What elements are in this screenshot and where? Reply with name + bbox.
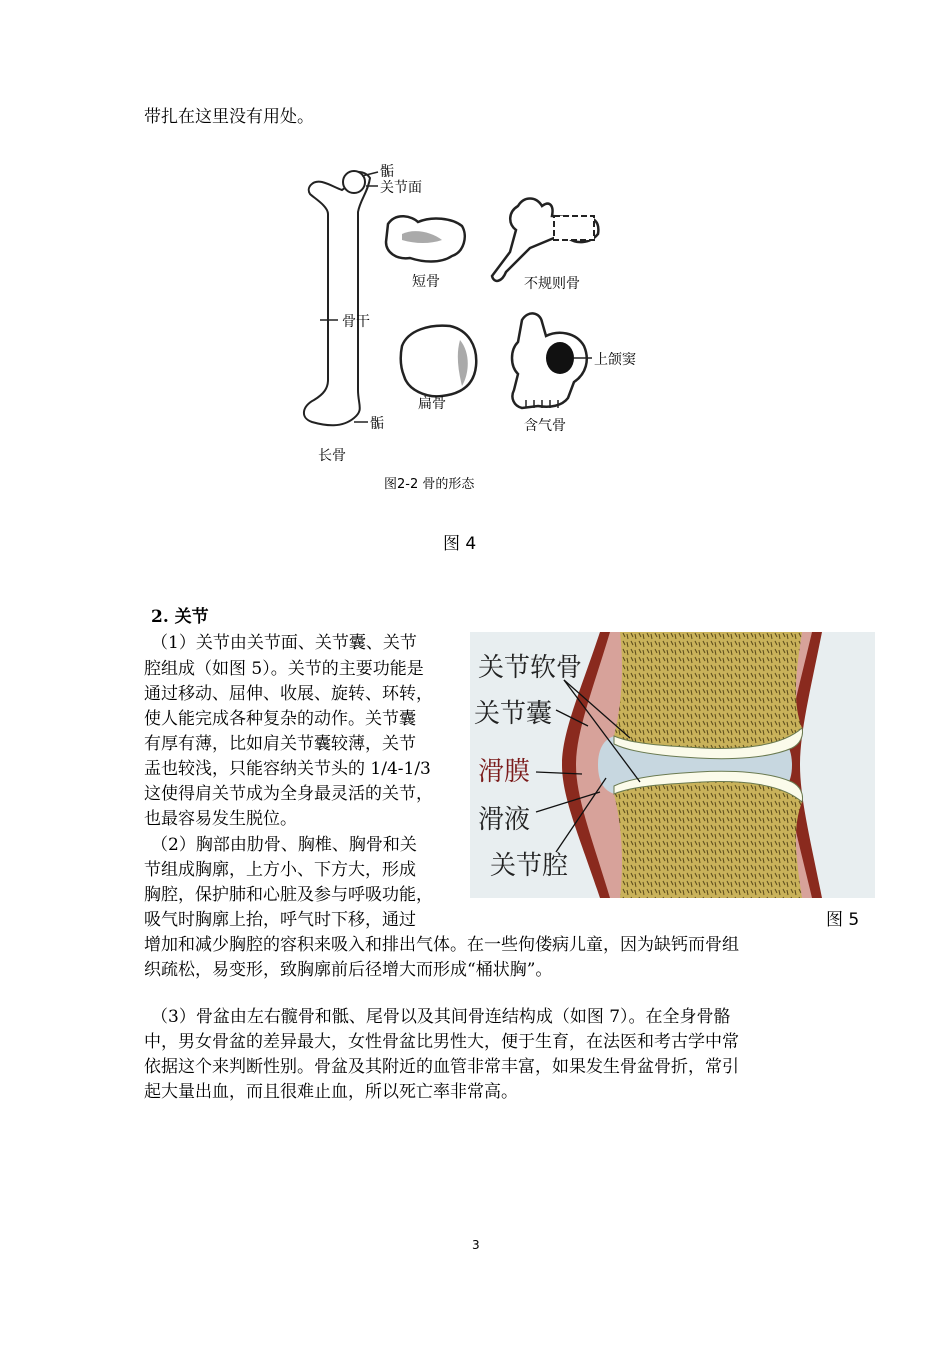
- label-short-bone: 短骨: [412, 274, 440, 290]
- paragraph-2-line: 织疏松，易变形，致胸廓前后径增大而形成“桶状胸”。: [144, 960, 553, 980]
- label-joint-capsule: 关节囊: [474, 699, 553, 729]
- paragraph-1-line: 使人能完成各种复杂的动作。关节囊: [144, 709, 416, 729]
- paragraph-2-line: （2）胸部由肋骨、胸椎、胸骨和关: [151, 835, 417, 855]
- long-bone-shape: [304, 172, 370, 425]
- label-diaphysis: 骨干: [342, 314, 370, 330]
- figure-5-joint-diagram: [470, 632, 875, 898]
- label-articular-cartilage: 关节软骨: [478, 653, 583, 683]
- figure-4-caption: 图 4: [443, 534, 477, 554]
- label-flat-bone: 扁骨: [418, 396, 446, 412]
- paragraph-2-line: 节组成胸廓，上方小、下方大，形成: [144, 860, 416, 880]
- paragraph-1-line: 也最容易发生脱位。: [144, 809, 297, 829]
- label-epiphysis-bottom: 骺: [370, 416, 384, 432]
- paragraph-2-line: 增加和减少胸腔的容积来吸入和排出气体。在一些佝偻病儿童，因为缺钙而骨组: [144, 935, 739, 955]
- label-synovium: 滑膜: [478, 757, 531, 787]
- label-irregular-bone: 不规则骨: [524, 276, 580, 292]
- femur-head: [343, 171, 365, 193]
- paragraph-1-line: 通过移动、屈伸、收展、旋转、环转，: [144, 684, 433, 704]
- label-joint-cavity: 关节腔: [490, 851, 569, 881]
- paragraph-3-line: 依据这个来判断性别。骨盆及其附近的血管非常丰富，如果发生骨盆骨折，常引: [144, 1057, 739, 1077]
- label-long-bone: 长骨: [318, 448, 346, 464]
- paragraph-2-line: 胸腔，保护肺和心脏及参与呼吸功能，: [144, 885, 433, 905]
- paragraph-1-line: （1）关节由关节面、关节囊、关节: [151, 633, 417, 653]
- paragraph-1-line: 腔组成（如图 5）。关节的主要功能是: [144, 659, 424, 679]
- page-number: 3: [472, 1238, 480, 1252]
- paragraph-3-line: 起大量出血，而且很难止血，所以死亡率非常高。: [144, 1082, 518, 1102]
- figure-5-caption: 图 5: [826, 910, 860, 930]
- section-heading: 2. 关节: [151, 607, 209, 627]
- paragraph-1-line: 这使得肩关节成为全身最灵活的关节，: [144, 784, 433, 804]
- paragraph-3-line: （3）骨盆由左右髋骨和骶、尾骨以及其间骨连结构成（如图 7）。在全身骨骼: [151, 1007, 731, 1027]
- label-synovial-fluid: 滑液: [478, 805, 531, 835]
- intro-line: 带扎在这里没有用处。: [144, 107, 314, 127]
- paragraph-1-line: 盂也较浅，只能容纳关节头的 1/4-1/3: [144, 759, 431, 779]
- figure-4-bone-shapes: [292, 160, 654, 500]
- label-epiphysis-top: 骺: [380, 164, 394, 180]
- paragraph-3-line: 中，男女骨盆的差异最大，女性骨盆比男性大，便于生育，在法医和考古学中常: [144, 1032, 739, 1052]
- paragraph-2-line: 吸气时胸廓上抬，呼气时下移，通过: [144, 910, 416, 930]
- label-maxillary-sinus: 上颌窦: [594, 352, 636, 368]
- label-articular-surface: 关节面: [380, 180, 422, 196]
- paragraph-1-line: 有厚有薄，比如肩关节囊较薄，关节: [144, 734, 416, 754]
- figure-4-inner-caption: 图2-2 骨的形态: [384, 477, 475, 492]
- label-pneumatic-bone: 含气骨: [524, 418, 566, 434]
